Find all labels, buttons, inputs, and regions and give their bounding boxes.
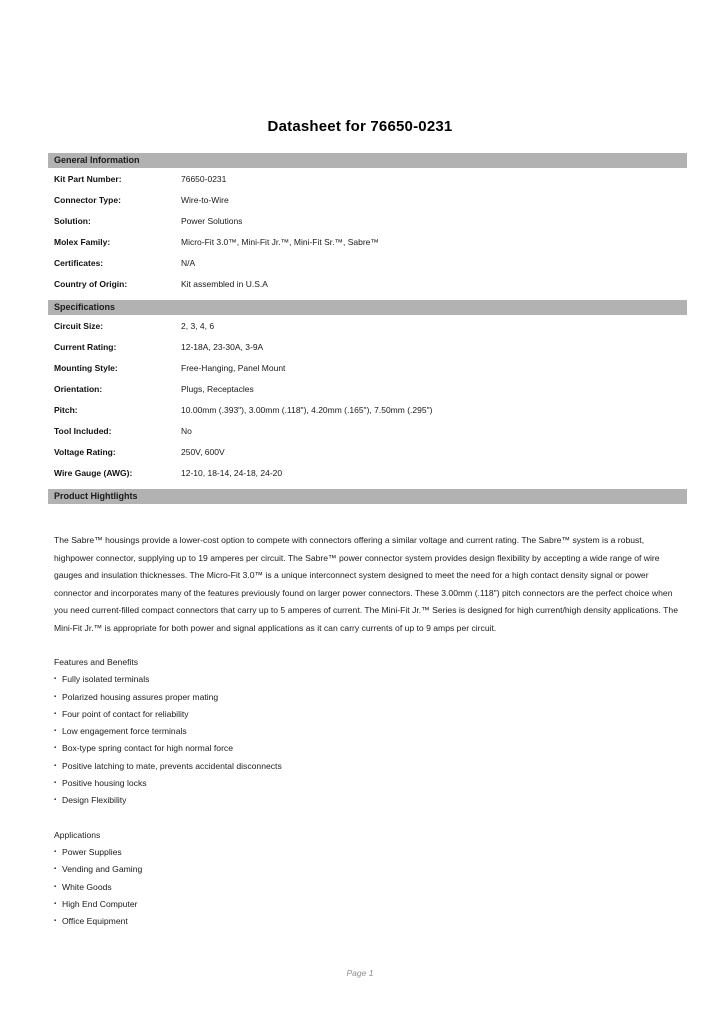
row-label: Pitch: [54,404,78,415]
table-row [48,378,687,399]
row-value: 250V, 600V [181,446,225,457]
row-label: Solution: [54,215,91,226]
row-label: Current Rating: [54,341,117,352]
row-label: Mounting Style: [54,362,118,373]
specifications-table [48,315,687,483]
row-value: N/A [181,257,196,268]
row-value: No [181,425,192,436]
row-value: Plugs, Receptacles [181,383,254,394]
list-item: ▪ White Goods [54,879,685,896]
list-item: ▪ Fully isolated terminals [54,671,685,688]
highlights-paragraph: The Sabre™ housings provide a lower-cost option to compete with connectors offering a similar voltage and current rating. The Sabre™ system is a robust, highpower connector, supplying up to 19 amperes per circuit. The Sabre™ power connector system provides design flexibility by accepting a wide range of wire gauges and insulation thicknesses. The Micro-Fit 3.0™ is a unique interconnect system designed to meet the need for a high contact density signal or power connector and incorporates many of the features previously found on larger power connectors. These 3.00mm (.118") pitch connectors are the perfect choice when you need current-filled compact connectors that carry up to 5 amperes of current. The Mini-Fit Jr.™ Series is designed for high current/high density applications. The Mini-Fit Jr.™ is appropriate for both power and signal applications as it can carry currents of up to 9 amps per circuit. [54,535,678,633]
table-row [48,441,687,462]
table-row [48,189,687,210]
row-value: Kit assembled in U.S.A [181,278,268,289]
list-item: ▪ Polarized housing assures proper mating [54,689,685,706]
datasheet-content [48,153,687,930]
table-row [48,168,687,189]
product-highlights-body [48,532,687,930]
section-header-specifications: Specifications [48,300,687,315]
row-label: Circuit Size: [54,320,104,331]
list-item: ▪ Design Flexibility [54,792,685,809]
table-row [48,231,687,252]
paragraph-spacer [54,637,685,654]
section-header-general-information: General Information [48,153,687,168]
row-value: Wire-to-Wire [181,194,229,205]
list-item: ▪ Vending and Gaming [54,861,685,878]
list-item: ▪ Low engagement force terminals [54,723,685,740]
applications-list [54,844,685,930]
features-list [54,671,685,809]
row-value: 10.00mm (.393"), 3.00mm (.118"), 4.20mm (.165"), 7.50mm (.295") [181,404,433,415]
row-label: Molex Family: [54,236,111,247]
row-value: 2, 3, 4, 6 [181,320,215,331]
table-row [48,420,687,441]
table-row [48,336,687,357]
table-row [48,210,687,231]
row-value: 76650-0231 [181,173,227,184]
table-row [48,273,687,294]
row-label: Wire Gauge (AWG): [54,467,133,478]
row-value: 12-18A, 23-30A, 3-9A [181,341,264,352]
row-value: Power Solutions [181,215,243,226]
row-label: Country of Origin: [54,278,128,289]
table-row [48,399,687,420]
table-row [48,357,687,378]
list-item: ▪ Office Equipment [54,913,685,930]
list-item: ▪ High End Computer [54,896,685,913]
general-information-table [48,168,687,294]
row-label: Voltage Rating: [54,446,116,457]
list-item: ▪ Positive housing locks [54,775,685,792]
row-value: Free-Hanging, Panel Mount [181,362,286,373]
row-label: Certificates: [54,257,104,268]
table-row [48,252,687,273]
row-label: Tool Included: [54,425,112,436]
list-item: ▪ Power Supplies [54,844,685,861]
page-title: Datasheet for 76650-0231 [267,118,453,135]
list-item: ▪ Four point of contact for reliability [54,706,685,723]
list-item: ▪ Positive latching to mate, prevents accidental disconnects [54,758,685,775]
applications-heading: Applications [54,829,101,840]
row-value: 12-10, 18-14, 24-18, 24-20 [181,467,283,478]
list-spacer [54,810,685,827]
page-footer: Page 1 [346,968,374,978]
row-label: Connector Type: [54,194,121,205]
table-row [48,462,687,483]
section-header-product-highlights: Product Hightlights [48,489,687,504]
row-label: Kit Part Number: [54,173,122,184]
row-label: Orientation: [54,383,103,394]
row-value: Micro-Fit 3.0™, Mini-Fit Jr.™, Mini-Fit Sr.™, Sabre™ [181,236,379,247]
list-item: ▪ Box-type spring contact for high normal force [54,740,685,757]
features-heading: Features and Benefits [54,657,139,667]
table-row [48,315,687,336]
